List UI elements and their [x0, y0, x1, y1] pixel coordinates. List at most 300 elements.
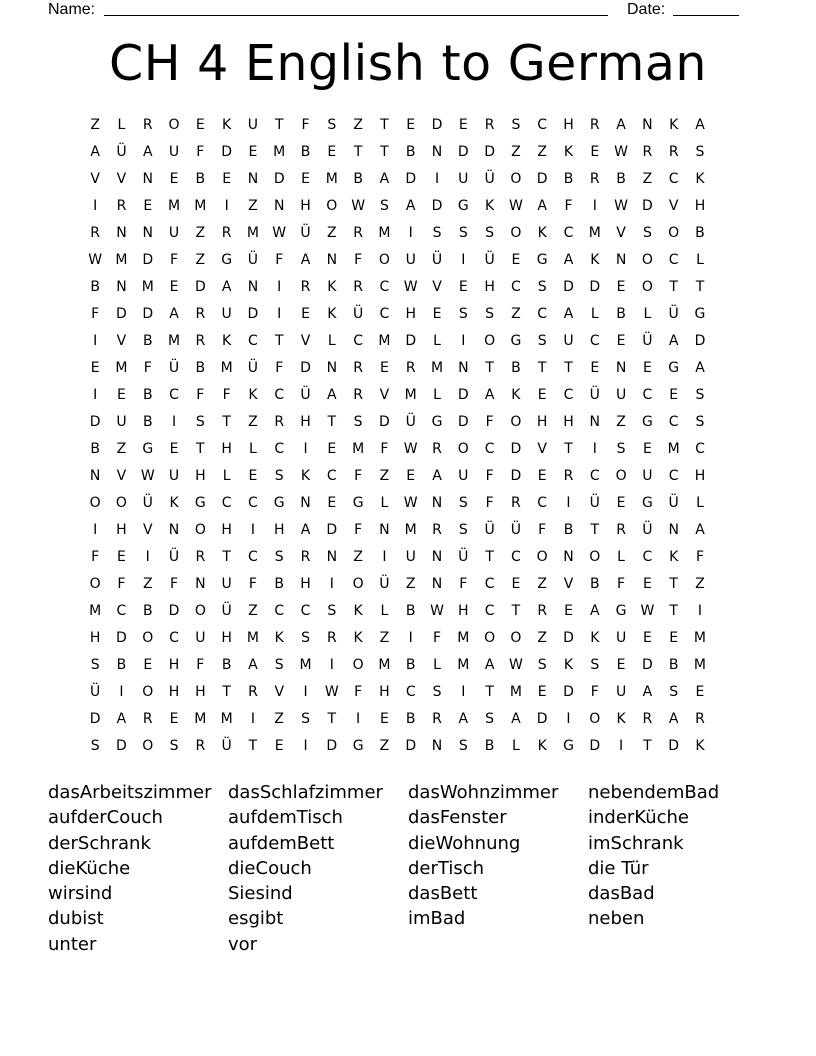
grid-letter[interactable]: S: [458, 522, 468, 538]
grid-letter[interactable]: O: [378, 252, 390, 268]
grid-letter[interactable]: M: [404, 522, 417, 538]
grid-letter[interactable]: C: [326, 468, 337, 484]
grid-letter[interactable]: A: [248, 657, 258, 673]
grid-letter[interactable]: L: [380, 495, 389, 511]
grid-letter[interactable]: O: [668, 225, 680, 241]
grid-letter[interactable]: S: [432, 225, 442, 241]
grid-letter[interactable]: I: [119, 684, 124, 700]
grid-letter[interactable]: Ü: [247, 360, 259, 376]
grid-letter[interactable]: E: [301, 306, 310, 322]
grid-letter[interactable]: Z: [616, 414, 626, 430]
grid-letter[interactable]: E: [616, 657, 626, 673]
grid-letter[interactable]: B: [668, 657, 679, 673]
grid-letter[interactable]: M: [667, 441, 680, 457]
grid-letter[interactable]: N: [168, 522, 180, 538]
grid-letter[interactable]: R: [642, 144, 653, 160]
grid-letter[interactable]: M: [325, 171, 338, 187]
grid-letter[interactable]: A: [642, 684, 653, 700]
grid-letter[interactable]: G: [221, 252, 233, 268]
grid-letter[interactable]: T: [485, 684, 494, 700]
grid-letter[interactable]: S: [695, 387, 705, 403]
grid-letter[interactable]: N: [431, 576, 443, 592]
grid-letter[interactable]: I: [356, 711, 361, 727]
grid-letter[interactable]: D: [142, 306, 154, 322]
grid-letter[interactable]: Ü: [668, 306, 679, 322]
grid-letter[interactable]: R: [221, 225, 232, 241]
grid-letter[interactable]: M: [167, 198, 181, 214]
grid-letter[interactable]: N: [431, 144, 443, 160]
grid-letter[interactable]: L: [433, 657, 441, 673]
grid-letter[interactable]: D: [641, 198, 653, 214]
grid-letter[interactable]: F: [380, 441, 389, 457]
grid-letter[interactable]: W: [324, 684, 339, 700]
grid-letter[interactable]: M: [457, 630, 470, 646]
grid-letter[interactable]: D: [116, 738, 127, 754]
name-field-line[interactable]: [104, 15, 608, 16]
grid-letter[interactable]: U: [168, 225, 180, 241]
grid-letter[interactable]: V: [116, 171, 127, 187]
grid-letter[interactable]: S: [301, 630, 310, 646]
grid-letter[interactable]: R: [195, 306, 206, 322]
grid-letter[interactable]: C: [537, 117, 548, 133]
grid-letter[interactable]: K: [695, 738, 705, 754]
grid-letter[interactable]: K: [353, 630, 363, 646]
grid-letter[interactable]: E: [169, 441, 179, 457]
grid-letter[interactable]: W: [508, 198, 523, 214]
grid-letter[interactable]: F: [485, 468, 494, 484]
grid-letter[interactable]: S: [458, 306, 468, 322]
grid-letter[interactable]: D: [563, 279, 574, 295]
grid-letter[interactable]: V: [616, 225, 626, 241]
grid-letter[interactable]: I: [461, 252, 466, 268]
grid-letter[interactable]: S: [511, 117, 521, 133]
grid-letter[interactable]: B: [142, 387, 153, 403]
grid-letter[interactable]: B: [90, 279, 100, 295]
grid-letter[interactable]: T: [485, 549, 494, 565]
grid-letter[interactable]: W: [140, 468, 155, 484]
grid-letter[interactable]: O: [641, 252, 653, 268]
grid-letter[interactable]: C: [563, 225, 574, 241]
grid-letter[interactable]: E: [143, 657, 153, 673]
grid-letter[interactable]: D: [694, 333, 706, 349]
grid-letter[interactable]: F: [170, 252, 179, 268]
grid-letter[interactable]: D: [89, 414, 101, 430]
grid-letter[interactable]: D: [326, 738, 338, 754]
grid-letter[interactable]: V: [274, 684, 285, 700]
grid-letter[interactable]: R: [642, 711, 653, 727]
grid-letter[interactable]: G: [510, 333, 522, 349]
grid-letter[interactable]: F: [354, 468, 363, 484]
grid-letter[interactable]: G: [668, 360, 680, 376]
grid-letter[interactable]: O: [510, 171, 522, 187]
grid-letter[interactable]: O: [142, 630, 154, 646]
grid-letter[interactable]: Z: [327, 225, 337, 241]
grid-letter[interactable]: M: [220, 711, 233, 727]
grid-letter[interactable]: N: [431, 738, 443, 754]
grid-letter[interactable]: V: [142, 522, 153, 538]
grid-letter[interactable]: G: [194, 495, 206, 511]
grid-letter[interactable]: R: [589, 117, 600, 133]
grid-letter[interactable]: I: [434, 171, 440, 187]
grid-letter[interactable]: Z: [379, 468, 390, 484]
grid-letter[interactable]: Z: [695, 576, 705, 592]
grid-letter[interactable]: S: [274, 549, 284, 565]
grid-letter[interactable]: R: [195, 333, 206, 349]
grid-letter[interactable]: O: [194, 522, 206, 538]
grid-letter[interactable]: C: [484, 603, 495, 619]
grid-letter[interactable]: K: [537, 738, 547, 754]
grid-letter[interactable]: Ü: [642, 522, 653, 538]
grid-letter[interactable]: V: [379, 387, 390, 403]
grid-letter[interactable]: D: [457, 414, 469, 430]
grid-letter[interactable]: D: [563, 684, 574, 700]
grid-letter[interactable]: F: [432, 630, 442, 646]
grid-letter[interactable]: V: [537, 441, 547, 457]
grid-letter[interactable]: A: [484, 387, 495, 403]
grid-letter[interactable]: I: [93, 333, 98, 349]
grid-letter[interactable]: F: [459, 576, 468, 592]
grid-letter[interactable]: M: [246, 630, 259, 646]
grid-letter[interactable]: C: [511, 549, 521, 565]
grid-letter[interactable]: W: [614, 198, 628, 214]
grid-letter[interactable]: F: [117, 576, 126, 592]
grid-letter[interactable]: F: [91, 549, 100, 565]
grid-letter[interactable]: D: [536, 171, 548, 187]
grid-letter[interactable]: M: [299, 657, 312, 673]
grid-letter[interactable]: Ü: [116, 144, 127, 160]
grid-letter[interactable]: O: [589, 711, 601, 727]
grid-letter[interactable]: K: [669, 117, 679, 133]
grid-letter[interactable]: N: [116, 279, 127, 295]
grid-letter[interactable]: C: [589, 333, 600, 349]
grid-letter[interactable]: Z: [142, 576, 153, 592]
grid-letter[interactable]: E: [406, 117, 416, 133]
grid-letter[interactable]: N: [326, 252, 338, 268]
grid-letter[interactable]: S: [537, 333, 547, 349]
grid-letter[interactable]: L: [617, 549, 625, 565]
grid-letter[interactable]: G: [457, 198, 469, 214]
grid-letter[interactable]: U: [221, 576, 232, 592]
grid-letter[interactable]: R: [248, 684, 258, 700]
grid-letter[interactable]: C: [537, 306, 548, 322]
grid-letter[interactable]: T: [196, 441, 205, 457]
grid-letter[interactable]: F: [564, 198, 573, 214]
grid-letter[interactable]: Z: [511, 144, 521, 160]
grid-letter[interactable]: I: [697, 603, 703, 619]
grid-letter[interactable]: Ü: [300, 225, 311, 241]
grid-letter[interactable]: Ü: [458, 549, 469, 565]
grid-letter[interactable]: R: [195, 549, 206, 565]
grid-letter[interactable]: I: [408, 630, 413, 646]
grid-letter[interactable]: Z: [537, 630, 547, 646]
grid-letter[interactable]: G: [694, 306, 706, 322]
grid-letter[interactable]: E: [117, 387, 126, 403]
grid-letter[interactable]: S: [485, 306, 495, 322]
grid-letter[interactable]: L: [249, 441, 257, 457]
grid-letter[interactable]: H: [694, 468, 706, 484]
grid-letter[interactable]: T: [669, 576, 678, 592]
grid-letter[interactable]: I: [329, 657, 334, 673]
grid-letter[interactable]: I: [93, 198, 98, 214]
grid-letter[interactable]: C: [405, 684, 416, 700]
grid-letter[interactable]: M: [588, 225, 601, 241]
grid-letter[interactable]: K: [537, 225, 547, 241]
grid-letter[interactable]: H: [168, 684, 180, 700]
grid-letter[interactable]: H: [484, 279, 495, 295]
grid-letter[interactable]: F: [354, 684, 363, 700]
grid-letter[interactable]: D: [431, 117, 443, 133]
grid-letter[interactable]: K: [169, 495, 179, 511]
grid-letter[interactable]: R: [274, 414, 285, 430]
grid-letter[interactable]: A: [616, 117, 626, 133]
grid-letter[interactable]: D: [221, 144, 233, 160]
grid-letter[interactable]: T: [380, 144, 389, 160]
grid-letter[interactable]: I: [303, 684, 308, 700]
grid-letter[interactable]: I: [303, 738, 308, 754]
grid-letter[interactable]: B: [274, 576, 285, 592]
grid-letter[interactable]: T: [695, 279, 705, 295]
grid-letter[interactable]: W: [403, 495, 418, 511]
grid-letter[interactable]: E: [458, 117, 468, 133]
grid-letter[interactable]: C: [668, 171, 679, 187]
grid-letter[interactable]: A: [169, 306, 179, 322]
grid-letter[interactable]: O: [142, 738, 154, 754]
grid-letter[interactable]: N: [247, 279, 259, 295]
grid-letter[interactable]: Ü: [668, 495, 679, 511]
grid-letter[interactable]: D: [116, 306, 127, 322]
grid-letter[interactable]: F: [695, 549, 704, 565]
grid-letter[interactable]: E: [537, 684, 547, 700]
grid-letter[interactable]: R: [353, 387, 363, 403]
grid-letter[interactable]: E: [143, 198, 153, 214]
grid-letter[interactable]: Ü: [379, 576, 390, 592]
grid-letter[interactable]: K: [222, 117, 232, 133]
grid-letter[interactable]: Z: [379, 738, 390, 754]
grid-letter[interactable]: N: [142, 225, 153, 241]
grid-letter[interactable]: M: [693, 657, 707, 673]
grid-letter[interactable]: H: [300, 198, 311, 214]
grid-letter[interactable]: B: [142, 603, 153, 619]
grid-letter[interactable]: S: [274, 657, 284, 673]
grid-letter[interactable]: N: [326, 360, 338, 376]
grid-letter[interactable]: E: [616, 495, 626, 511]
grid-letter[interactable]: T: [222, 684, 231, 700]
grid-letter[interactable]: T: [274, 333, 284, 349]
grid-letter[interactable]: Z: [248, 198, 258, 214]
grid-letter[interactable]: T: [669, 279, 678, 295]
grid-letter[interactable]: B: [195, 360, 206, 376]
grid-letter[interactable]: C: [511, 279, 521, 295]
grid-letter[interactable]: L: [643, 306, 652, 322]
grid-letter[interactable]: M: [378, 657, 391, 673]
grid-letter[interactable]: C: [484, 441, 495, 457]
grid-letter[interactable]: K: [563, 144, 574, 160]
grid-letter[interactable]: S: [90, 657, 100, 673]
grid-letter[interactable]: S: [458, 225, 468, 241]
grid-letter[interactable]: B: [142, 414, 153, 430]
grid-letter[interactable]: O: [536, 549, 548, 565]
grid-letter[interactable]: O: [89, 495, 101, 511]
grid-letter[interactable]: Ü: [642, 333, 653, 349]
grid-letter[interactable]: E: [511, 252, 521, 268]
grid-letter[interactable]: F: [485, 414, 494, 430]
grid-letter[interactable]: H: [195, 684, 206, 700]
grid-letter[interactable]: V: [116, 333, 127, 349]
grid-letter[interactable]: I: [250, 522, 255, 538]
grid-letter[interactable]: F: [248, 576, 257, 592]
grid-letter[interactable]: W: [640, 603, 655, 619]
grid-letter[interactable]: U: [642, 468, 653, 484]
grid-letter[interactable]: D: [457, 144, 469, 160]
grid-letter[interactable]: D: [300, 360, 311, 376]
grid-letter[interactable]: A: [695, 360, 705, 376]
grid-letter[interactable]: S: [379, 198, 389, 214]
grid-letter[interactable]: E: [537, 468, 547, 484]
grid-letter[interactable]: Z: [405, 576, 416, 592]
grid-letter[interactable]: R: [668, 144, 679, 160]
grid-letter[interactable]: E: [590, 144, 600, 160]
grid-letter[interactable]: O: [484, 333, 496, 349]
grid-letter[interactable]: Z: [195, 252, 206, 268]
grid-letter[interactable]: D: [405, 738, 417, 754]
grid-letter[interactable]: H: [116, 522, 127, 538]
grid-letter[interactable]: T: [669, 603, 678, 619]
grid-letter[interactable]: U: [221, 306, 232, 322]
grid-letter[interactable]: Ü: [247, 252, 259, 268]
grid-letter[interactable]: T: [537, 360, 547, 376]
grid-letter[interactable]: S: [327, 603, 337, 619]
grid-letter[interactable]: E: [642, 630, 652, 646]
grid-letter[interactable]: Z: [353, 549, 363, 565]
grid-letter[interactable]: M: [352, 441, 365, 457]
grid-letter[interactable]: V: [563, 576, 574, 592]
grid-letter[interactable]: I: [224, 198, 229, 214]
grid-letter[interactable]: G: [563, 738, 574, 754]
grid-letter[interactable]: N: [431, 549, 443, 565]
grid-letter[interactable]: E: [327, 441, 337, 457]
grid-letter[interactable]: I: [382, 549, 387, 565]
grid-letter[interactable]: R: [353, 279, 363, 295]
grid-letter[interactable]: A: [116, 711, 127, 727]
grid-letter[interactable]: C: [668, 468, 679, 484]
grid-letter[interactable]: K: [353, 603, 363, 619]
grid-letter[interactable]: O: [484, 630, 496, 646]
grid-letter[interactable]: A: [327, 387, 337, 403]
grid-letter[interactable]: H: [221, 630, 232, 646]
grid-letter[interactable]: D: [379, 414, 390, 430]
grid-letter[interactable]: R: [195, 738, 206, 754]
grid-letter[interactable]: K: [563, 657, 574, 673]
grid-letter[interactable]: C: [589, 468, 600, 484]
grid-letter[interactable]: V: [432, 279, 442, 295]
grid-letter[interactable]: L: [222, 468, 231, 484]
grid-letter[interactable]: T: [327, 711, 337, 727]
grid-letter[interactable]: E: [642, 360, 652, 376]
grid-letter[interactable]: A: [590, 603, 600, 619]
grid-letter[interactable]: F: [538, 522, 547, 538]
grid-letter[interactable]: U: [168, 144, 180, 160]
grid-letter[interactable]: B: [616, 306, 626, 322]
grid-letter[interactable]: K: [616, 711, 626, 727]
grid-letter[interactable]: N: [326, 549, 338, 565]
grid-letter[interactable]: S: [695, 414, 705, 430]
grid-letter[interactable]: F: [301, 117, 310, 133]
grid-letter[interactable]: B: [195, 171, 206, 187]
grid-letter[interactable]: Z: [274, 711, 285, 727]
grid-letter[interactable]: O: [457, 441, 469, 457]
grid-letter[interactable]: E: [327, 144, 337, 160]
grid-letter[interactable]: E: [301, 171, 310, 187]
grid-letter[interactable]: U: [615, 630, 627, 646]
grid-letter[interactable]: D: [563, 630, 574, 646]
grid-letter[interactable]: O: [89, 576, 101, 592]
grid-letter[interactable]: V: [668, 198, 679, 214]
grid-letter[interactable]: E: [169, 711, 179, 727]
grid-letter[interactable]: S: [327, 117, 337, 133]
grid-letter[interactable]: A: [695, 117, 705, 133]
grid-letter[interactable]: F: [354, 252, 363, 268]
grid-letter[interactable]: A: [142, 144, 153, 160]
grid-letter[interactable]: M: [194, 711, 207, 727]
grid-letter[interactable]: A: [432, 468, 442, 484]
grid-letter[interactable]: Ü: [168, 360, 180, 376]
grid-letter[interactable]: I: [277, 279, 282, 295]
grid-letter[interactable]: S: [274, 468, 284, 484]
grid-letter[interactable]: A: [668, 333, 679, 349]
grid-letter[interactable]: N: [615, 360, 627, 376]
grid-letter[interactable]: F: [170, 576, 179, 592]
grid-letter[interactable]: T: [590, 522, 600, 538]
grid-letter[interactable]: D: [510, 468, 522, 484]
grid-letter[interactable]: M: [430, 360, 444, 376]
grid-letter[interactable]: U: [405, 549, 416, 565]
grid-letter[interactable]: M: [167, 333, 181, 349]
grid-letter[interactable]: C: [537, 495, 548, 511]
grid-letter[interactable]: D: [142, 252, 154, 268]
grid-letter[interactable]: E: [669, 630, 679, 646]
grid-letter[interactable]: T: [327, 414, 337, 430]
grid-letter[interactable]: A: [511, 711, 521, 727]
grid-letter[interactable]: B: [142, 333, 153, 349]
grid-letter[interactable]: Z: [379, 630, 390, 646]
grid-letter[interactable]: F: [275, 360, 284, 376]
grid-letter[interactable]: C: [668, 414, 679, 430]
grid-letter[interactable]: M: [246, 225, 259, 241]
grid-letter[interactable]: D: [536, 711, 548, 727]
grid-letter[interactable]: S: [642, 225, 652, 241]
grid-letter[interactable]: C: [563, 387, 574, 403]
grid-letter[interactable]: A: [300, 252, 311, 268]
grid-letter[interactable]: B: [405, 711, 416, 727]
grid-letter[interactable]: U: [405, 252, 416, 268]
grid-letter[interactable]: L: [696, 252, 704, 268]
grid-letter[interactable]: U: [615, 684, 627, 700]
grid-letter[interactable]: D: [89, 711, 101, 727]
grid-letter[interactable]: V: [90, 171, 100, 187]
grid-letter[interactable]: D: [326, 522, 338, 538]
grid-letter[interactable]: R: [90, 225, 101, 241]
grid-letter[interactable]: E: [248, 468, 258, 484]
grid-letter[interactable]: D: [247, 306, 259, 322]
grid-letter[interactable]: F: [485, 495, 494, 511]
grid-letter[interactable]: R: [484, 117, 495, 133]
grid-letter[interactable]: N: [195, 576, 206, 592]
grid-letter[interactable]: E: [379, 360, 389, 376]
grid-letter[interactable]: Ü: [221, 603, 232, 619]
grid-letter[interactable]: O: [194, 603, 206, 619]
grid-letter[interactable]: G: [352, 738, 364, 754]
grid-letter[interactable]: B: [90, 441, 100, 457]
